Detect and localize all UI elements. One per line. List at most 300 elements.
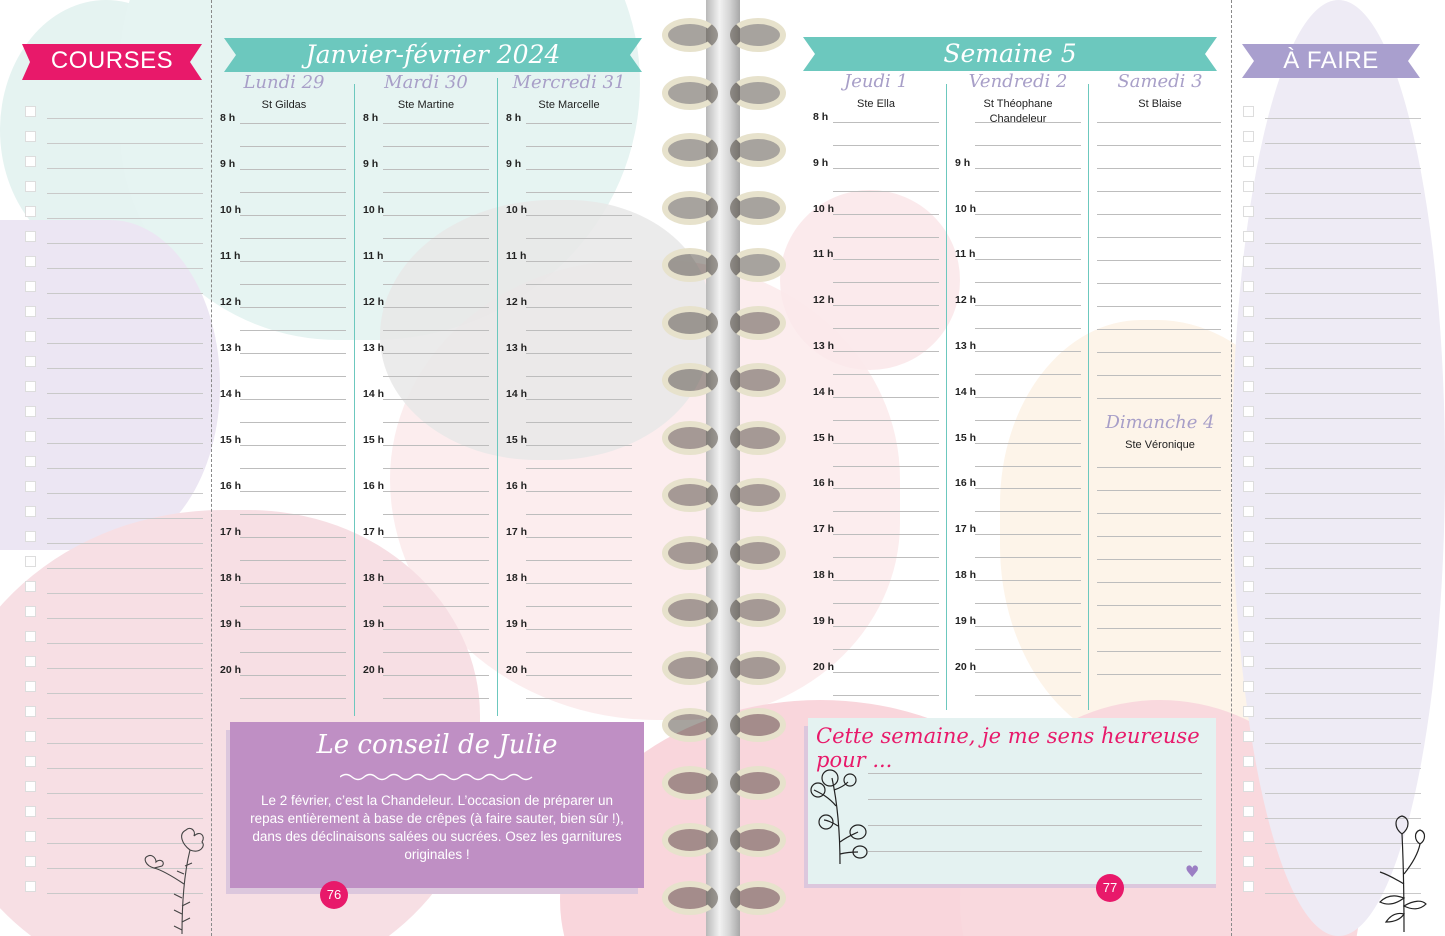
half-hour-line: [833, 374, 939, 375]
day-saint: St Théophane: [983, 98, 1053, 110]
hour-line: [240, 491, 346, 492]
hour-line: [833, 488, 939, 489]
writing-line: [1265, 743, 1421, 744]
hour-line: [383, 583, 489, 584]
half-hour-line: [526, 652, 632, 653]
checkbox[interactable]: [25, 456, 36, 467]
writing-line: [47, 168, 203, 169]
ring-half: [662, 708, 718, 742]
hour-line: [833, 672, 939, 673]
ring-half: [662, 478, 718, 512]
ring-half: [730, 478, 786, 512]
leaf-branch-icon: [810, 766, 874, 866]
hour-line: [240, 353, 346, 354]
hour-line: [526, 629, 632, 630]
checkbox[interactable]: [1243, 856, 1254, 867]
checkbox[interactable]: [1243, 156, 1254, 167]
spiral-ring: [662, 881, 786, 915]
checkbox[interactable]: [1243, 206, 1254, 217]
hour-line: [240, 215, 346, 216]
writing-line: [1265, 118, 1421, 119]
writing-line: [47, 743, 203, 744]
checkbox[interactable]: [25, 706, 36, 717]
hour-label: 16 h: [813, 477, 835, 490]
checkbox[interactable]: [25, 606, 36, 617]
checkbox[interactable]: [1243, 331, 1254, 342]
hour-line: [975, 351, 1081, 352]
writing-line: [1265, 593, 1421, 594]
half-hour-line: [975, 145, 1081, 146]
hour-line: [975, 259, 1081, 260]
writing-line: [1265, 618, 1421, 619]
day-name: Jeudi 1: [844, 71, 908, 92]
hour-line: [833, 214, 939, 215]
half-hour-line: [240, 514, 346, 515]
hour-label: 20 h: [220, 664, 242, 676]
writing-line: [1265, 393, 1421, 394]
checkbox[interactable]: [25, 231, 36, 242]
hour-line: [383, 629, 489, 630]
writing-line: [1097, 145, 1221, 146]
ring-half: [662, 133, 718, 167]
hour-label: 10 h: [955, 202, 977, 215]
writing-line: [1097, 260, 1221, 261]
ring-half: [730, 76, 786, 110]
hour-label: 20 h: [363, 664, 385, 676]
column-separator: [1088, 84, 1089, 710]
ring-half: [730, 593, 786, 627]
hour-label: 18 h: [955, 569, 977, 581]
checkbox[interactable]: [25, 556, 36, 567]
checkbox[interactable]: [25, 756, 36, 767]
half-hour-line: [526, 422, 632, 423]
half-hour-line: [240, 468, 346, 469]
half-hour-line: [833, 603, 939, 604]
half-hour-line: [383, 652, 489, 653]
half-hour-line: [833, 466, 939, 467]
writing-line: [47, 468, 203, 469]
hour-line: [833, 534, 939, 535]
ring-half: [730, 421, 786, 455]
hour-label: 8 h: [813, 111, 829, 123]
checkbox[interactable]: [25, 806, 36, 817]
ring-half: [662, 306, 718, 340]
writing-line: [1265, 668, 1421, 669]
checkbox[interactable]: [25, 131, 36, 142]
checkbox[interactable]: [1243, 781, 1254, 792]
day-saint: Ste Ella: [857, 98, 895, 110]
hour-label: 20 h: [813, 660, 835, 673]
checkbox[interactable]: [25, 781, 36, 792]
half-hour-line: [526, 698, 632, 699]
hour-line: [240, 583, 346, 584]
half-hour-line: [975, 374, 1081, 375]
writing-line: [47, 693, 203, 694]
hour-label: 15 h: [220, 434, 242, 446]
day-name: Lundi 29: [243, 72, 325, 93]
half-hour-line: [975, 328, 1081, 329]
half-hour-line: [526, 284, 632, 285]
writing-line: [1097, 191, 1221, 192]
writing-line: [1265, 143, 1421, 144]
writing-line: [47, 493, 203, 494]
page-number-right: 77: [1096, 874, 1124, 902]
hour-line: [975, 534, 1081, 535]
wave-divider-icon: [340, 772, 534, 782]
checkbox[interactable]: [1243, 831, 1254, 842]
hour-label: 13 h: [506, 342, 528, 354]
hour-line: [383, 445, 489, 446]
ring-half: [730, 18, 786, 52]
hour-line: [833, 305, 939, 306]
right-page-header: Semaine 5: [943, 39, 1077, 68]
writing-line: [1265, 793, 1421, 794]
checkbox[interactable]: [1243, 456, 1254, 467]
checkbox[interactable]: [1243, 431, 1254, 442]
writing-line: [47, 143, 203, 144]
half-hour-line: [526, 330, 632, 331]
hour-label: 11 h: [506, 250, 527, 262]
hour-line: [975, 443, 1081, 444]
hour-label: 8 h: [363, 112, 379, 124]
hour-label: 19 h: [363, 618, 385, 630]
checkbox[interactable]: [25, 431, 36, 442]
day-name: Vendredi 2: [968, 71, 1068, 92]
writing-line: [47, 243, 203, 244]
writing-line: [47, 193, 203, 194]
checkbox[interactable]: [25, 381, 36, 392]
hour-label: 9 h: [813, 156, 829, 169]
hour-label: 14 h: [506, 388, 528, 400]
hour-line: [975, 122, 1081, 123]
checkbox[interactable]: [1243, 281, 1254, 292]
hour-line: [975, 397, 1081, 398]
hour-label: 10 h: [813, 202, 835, 215]
writing-line: [1265, 318, 1421, 319]
day-saint: Chandeleur: [989, 113, 1047, 125]
half-hour-line: [240, 146, 346, 147]
hour-label: 11 h: [220, 250, 241, 262]
half-hour-line: [240, 376, 346, 377]
writing-line: [1097, 398, 1221, 399]
checkbox[interactable]: [25, 531, 36, 542]
checkbox[interactable]: [1243, 381, 1254, 392]
checkbox[interactable]: [1243, 181, 1254, 192]
flower-icon: [138, 824, 208, 936]
half-hour-line: [240, 422, 346, 423]
day-name: Mardi 30: [384, 72, 468, 93]
writing-line: [47, 518, 203, 519]
hour-label: 14 h: [813, 385, 835, 398]
half-hour-line: [833, 145, 939, 146]
checkbox[interactable]: [1243, 581, 1254, 592]
hour-label: 17 h: [955, 523, 977, 536]
hour-label: 16 h: [220, 480, 242, 492]
hour-line: [526, 537, 632, 538]
checkbox[interactable]: [25, 256, 36, 267]
writing-line: [1097, 375, 1221, 376]
day-saint: St Gildas: [261, 99, 307, 111]
checkbox[interactable]: [1243, 556, 1254, 567]
happy-title: Cette semaine, je me sens heureuse pour ...: [816, 724, 1200, 772]
checkbox[interactable]: [1243, 256, 1254, 267]
ring-half: [662, 191, 718, 225]
half-hour-line: [975, 557, 1081, 558]
hour-line: [833, 351, 939, 352]
half-hour-line: [383, 468, 489, 469]
writing-line: [1265, 693, 1421, 694]
hour-line: [526, 123, 632, 124]
writing-line: [1265, 243, 1421, 244]
writing-line: [1097, 582, 1221, 583]
flower-icon: [1374, 814, 1430, 934]
hour-line: [975, 168, 1081, 169]
checkbox[interactable]: [25, 406, 36, 417]
hour-line: [383, 123, 489, 124]
writing-line: [1265, 568, 1421, 569]
checkbox[interactable]: [25, 481, 36, 492]
writing-line: [47, 343, 203, 344]
ring-half: [662, 651, 718, 685]
hour-line: [833, 580, 939, 581]
half-hour-line: [383, 514, 489, 515]
writing-line: [47, 668, 203, 669]
checkbox[interactable]: [1243, 306, 1254, 317]
writing-line: [1097, 329, 1221, 330]
hour-label: 17 h: [506, 526, 528, 538]
writing-line: [47, 768, 203, 769]
column-separator: [354, 84, 355, 716]
checkbox[interactable]: [25, 731, 36, 742]
checkbox[interactable]: [1243, 131, 1254, 142]
ring-half: [662, 76, 718, 110]
hour-line: [526, 353, 632, 354]
checkbox[interactable]: [1243, 531, 1254, 542]
checkbox[interactable]: [1243, 606, 1254, 617]
perforation-line-left: [211, 0, 212, 936]
checkbox[interactable]: [25, 106, 36, 117]
hour-label: 10 h: [220, 204, 242, 216]
spiral-ring: [662, 651, 786, 685]
half-hour-line: [240, 652, 346, 653]
writing-line: [1097, 237, 1221, 238]
day-name: Dimanche 4: [1105, 412, 1215, 433]
writing-line: [1265, 168, 1421, 169]
writing-line: [1097, 674, 1221, 675]
spiral-ring: [662, 708, 786, 742]
hour-line: [526, 261, 632, 262]
half-hour-line: [833, 649, 939, 650]
spiral-ring: [662, 478, 786, 512]
writing-line: [47, 593, 203, 594]
checkbox[interactable]: [25, 831, 36, 842]
hour-label: 12 h: [363, 296, 385, 308]
checkbox[interactable]: [25, 681, 36, 692]
left-page-header: Janvier-février 2024: [305, 40, 561, 69]
checkbox[interactable]: [1243, 631, 1254, 642]
ring-half: [730, 823, 786, 857]
checkbox[interactable]: [1243, 231, 1254, 242]
checkbox[interactable]: [25, 306, 36, 317]
hour-line: [833, 626, 939, 627]
writing-line: [1265, 418, 1421, 419]
checkbox[interactable]: [1243, 706, 1254, 717]
hour-label: 18 h: [506, 572, 528, 584]
hour-line: [240, 123, 346, 124]
checkbox[interactable]: [25, 181, 36, 192]
checkbox[interactable]: [25, 581, 36, 592]
hour-line: [975, 305, 1081, 306]
half-hour-line: [240, 238, 346, 239]
spiral-ring: [662, 18, 786, 52]
checkbox[interactable]: [1243, 681, 1254, 692]
checkbox[interactable]: [25, 356, 36, 367]
hour-label: 16 h: [955, 477, 977, 490]
half-hour-line: [240, 192, 346, 193]
ring-half: [730, 306, 786, 340]
hour-line: [240, 675, 346, 676]
spiral-ring: [662, 248, 786, 282]
half-hour-line: [383, 192, 489, 193]
writing-line: [47, 443, 203, 444]
hour-label: 18 h: [220, 572, 242, 584]
checkbox[interactable]: [1243, 731, 1254, 742]
ring-half: [662, 421, 718, 455]
hour-line: [526, 583, 632, 584]
hour-label: 9 h: [220, 158, 236, 170]
hour-label: 20 h: [506, 664, 528, 676]
hour-line: [383, 353, 489, 354]
ring-half: [730, 363, 786, 397]
hour-label: 12 h: [955, 294, 977, 307]
checkbox[interactable]: [1243, 881, 1254, 892]
hour-label: 15 h: [813, 431, 835, 444]
checkbox[interactable]: [25, 331, 36, 342]
half-hour-line: [975, 695, 1081, 696]
hour-label: 10 h: [506, 204, 528, 216]
half-hour-line: [383, 146, 489, 147]
hour-line: [975, 214, 1081, 215]
hour-line: [526, 491, 632, 492]
writing-line: [47, 393, 203, 394]
checkbox[interactable]: [25, 506, 36, 517]
hour-label: 16 h: [506, 480, 528, 492]
checkbox[interactable]: [1243, 106, 1254, 117]
spiral-ring: [662, 363, 786, 397]
half-hour-line: [383, 330, 489, 331]
writing-line: [1097, 306, 1221, 307]
hour-line: [383, 215, 489, 216]
writing-line: [47, 618, 203, 619]
writing-line: [1097, 283, 1221, 284]
half-hour-line: [240, 330, 346, 331]
half-hour-line: [975, 191, 1081, 192]
tip-box: [230, 722, 644, 888]
spiral-ring: [662, 421, 786, 455]
hour-line: [383, 399, 489, 400]
writing-line: [47, 568, 203, 569]
hour-label: 19 h: [955, 614, 977, 627]
half-hour-line: [975, 511, 1081, 512]
checkbox[interactable]: [1243, 481, 1254, 492]
writing-line: [1265, 443, 1421, 444]
half-hour-line: [526, 376, 632, 377]
writing-line: [868, 799, 1202, 800]
bg-shape: [780, 190, 960, 370]
checkbox[interactable]: [25, 656, 36, 667]
half-hour-line: [240, 698, 346, 699]
hour-line: [383, 537, 489, 538]
checkbox[interactable]: [25, 631, 36, 642]
hour-label: 13 h: [955, 340, 977, 352]
checkbox[interactable]: [1243, 756, 1254, 767]
writing-line: [1265, 493, 1421, 494]
half-hour-line: [833, 328, 939, 329]
checkbox[interactable]: [1243, 356, 1254, 367]
writing-line: [47, 218, 203, 219]
hour-line: [833, 443, 939, 444]
hour-line: [833, 122, 939, 123]
hour-label: 11 h: [363, 250, 384, 262]
half-hour-line: [833, 511, 939, 512]
checkbox[interactable]: [25, 156, 36, 167]
writing-line: [1097, 352, 1221, 353]
hour-label: 13 h: [813, 340, 835, 352]
ring-half: [662, 18, 718, 52]
half-hour-line: [833, 557, 939, 558]
half-hour-line: [833, 282, 939, 283]
writing-line: [868, 773, 1202, 774]
heart-icon: ♥: [1185, 862, 1200, 881]
ring-half: [662, 823, 718, 857]
writing-line: [1097, 490, 1221, 491]
hour-label: 11 h: [813, 248, 834, 261]
hour-line: [975, 488, 1081, 489]
checkbox[interactable]: [25, 856, 36, 867]
hour-label: 17 h: [220, 526, 242, 538]
writing-line: [47, 643, 203, 644]
tip-title: Le conseil de Julie: [316, 730, 558, 760]
hour-line: [383, 675, 489, 676]
half-hour-line: [240, 560, 346, 561]
checkbox[interactable]: [1243, 406, 1254, 417]
spiral-ring: [662, 766, 786, 800]
ring-half: [662, 593, 718, 627]
hour-label: 12 h: [506, 296, 528, 308]
checkbox[interactable]: [25, 881, 36, 892]
ring-half: [730, 536, 786, 570]
hour-line: [526, 169, 632, 170]
checkbox[interactable]: [1243, 506, 1254, 517]
writing-line: [1097, 628, 1221, 629]
checkbox[interactable]: [25, 281, 36, 292]
checkbox[interactable]: [1243, 806, 1254, 817]
writing-line: [47, 718, 203, 719]
spiral-ring: [662, 133, 786, 167]
spiral-ring: [662, 191, 786, 225]
half-hour-line: [526, 468, 632, 469]
hour-label: 8 h: [506, 112, 522, 124]
checkbox[interactable]: [1243, 656, 1254, 667]
half-hour-line: [833, 191, 939, 192]
writing-line: [47, 293, 203, 294]
half-hour-line: [833, 695, 939, 696]
hour-line: [833, 168, 939, 169]
hour-label: 18 h: [363, 572, 385, 584]
ring-half: [662, 363, 718, 397]
hour-label: 20 h: [955, 660, 977, 673]
checkbox[interactable]: [25, 206, 36, 217]
